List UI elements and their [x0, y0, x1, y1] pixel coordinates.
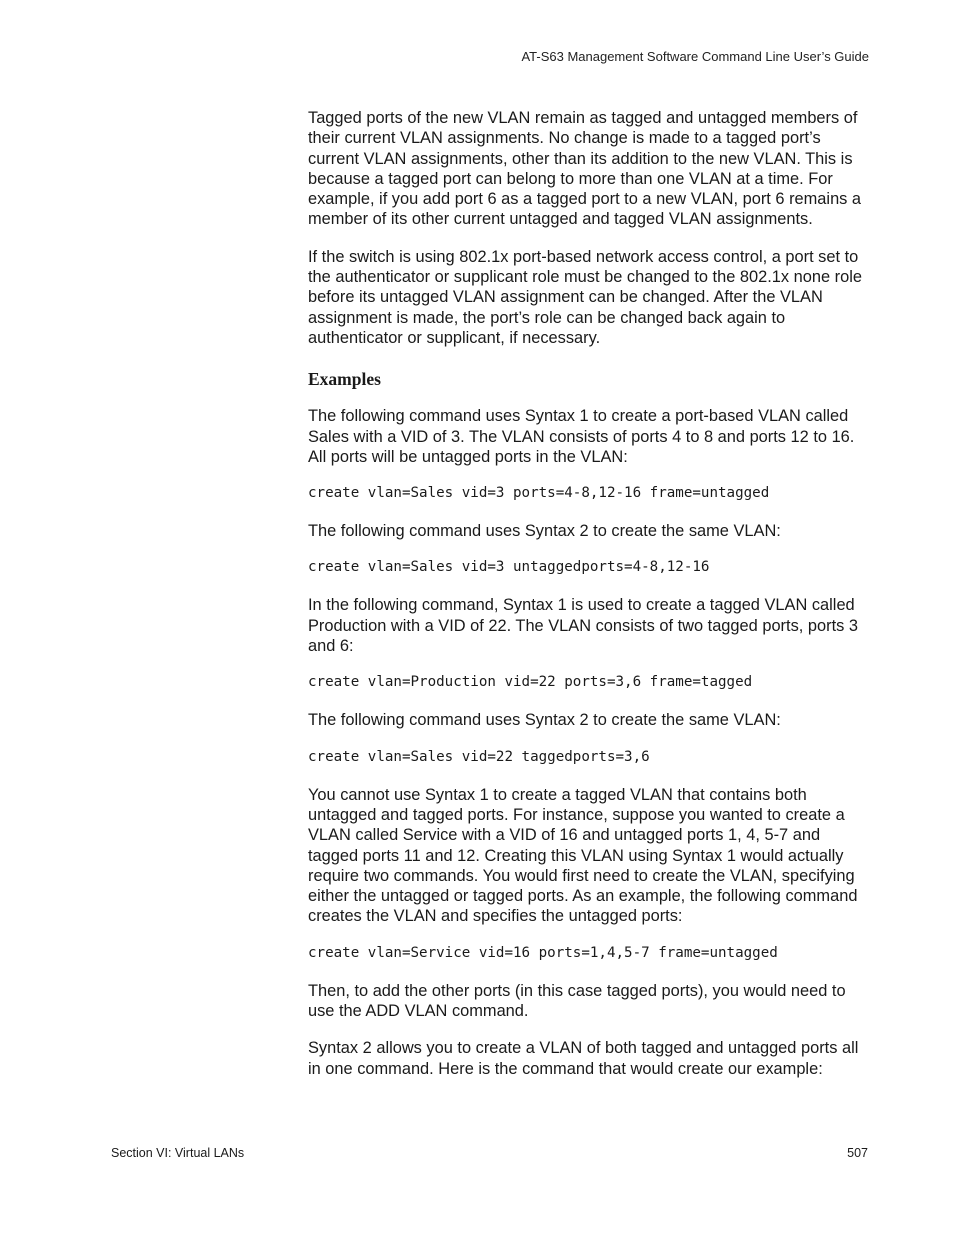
paragraph-example-1: The following command uses Syntax 1 to create a port-based VLAN called Sales with a VID of 3. The VLAN consists of ports 4 to 8 and ports 12 to 16. All ports will be untagged ports in the VLAN:: [308, 407, 855, 466]
paragraph-syntax1-limitation: You cannot use Syntax 1 to create a tagged VLAN that contains both untagged and tagged ports. For instance, suppose you wanted to create a VLAN called Service with a VID of 16 and untagged ports 1, 4, 5-7 and tagged ports 11 and 12. Creating this VLAN using Syntax 1 would actually require two commands. You would first need to create the VLAN, specifying either the untagged or tagged ports. As an example, the following command creates the VLAN and specifies the untagged ports:: [308, 785, 858, 926]
footer-section: Section VI: Virtual LANs: [111, 1146, 245, 1160]
code-example-1: create vlan=Sales vid=3 ports=4-8,12-16 frame=untagged: [308, 485, 770, 502]
paragraph-example-3: In the following command, Syntax 1 is used to create a tagged VLAN called Production with a VID of 22. The VLAN consists of two tagged ports, ports 3 and 6:: [308, 596, 858, 656]
paragraph-example-2: The following command uses Syntax 2 to create the same VLAN:: [308, 522, 781, 541]
paragraph-tagged-ports: Tagged ports of the new VLAN remain as tagged and untagged members of their current VLAN assignments. No change is made to a tagged port’s current VLAN assignments, other than its addition to the new VLAN. This is because a tagged port can belong to more than one VLAN at a time. For example, if you add port 6 as a tagged port to a new VLAN, port 6 remains a member of its other current untagged and tagged VLAN assignments.: [308, 109, 862, 229]
code-example-5: create vlan=Service vid=16 ports=1,4,5-7 frame=untagged: [308, 944, 778, 961]
page-number: 507: [847, 1146, 868, 1160]
main-content: [308, 108, 874, 1096]
code-example-4: create vlan=Sales vid=22 taggedports=3,6: [308, 748, 650, 765]
running-header: AT-S63 Management Software Command Line User’s Guide: [521, 49, 869, 64]
examples-heading: Examples: [308, 369, 381, 390]
paragraph-example-4: The following command uses Syntax 2 to create the same VLAN:: [308, 711, 781, 730]
paragraph-add-vlan: Then, to add the other ports (in this case tagged ports), you would need to use the ADD VLAN command.: [308, 981, 846, 1021]
paragraph-8021x: If the switch is using 802.1x port-based network access control, a port set to the authenticator or supplicant role must be changed to the 802.1x none role before its untagged VLAN assignment can be changed. After the VLAN assignment is made, the port’s role can be changed back again to authenticator or supplicant, if necessary.: [308, 247, 863, 347]
code-example-2: create vlan=Sales vid=3 untaggedports=4-8,12-16: [308, 559, 710, 576]
paragraph-syntax2: Syntax 2 allows you to create a VLAN of both tagged and untagged ports all in one command. Here is the command that would create our example:: [308, 1039, 859, 1078]
code-example-3: create vlan=Production vid=22 ports=3,6 frame=tagged: [308, 674, 753, 691]
